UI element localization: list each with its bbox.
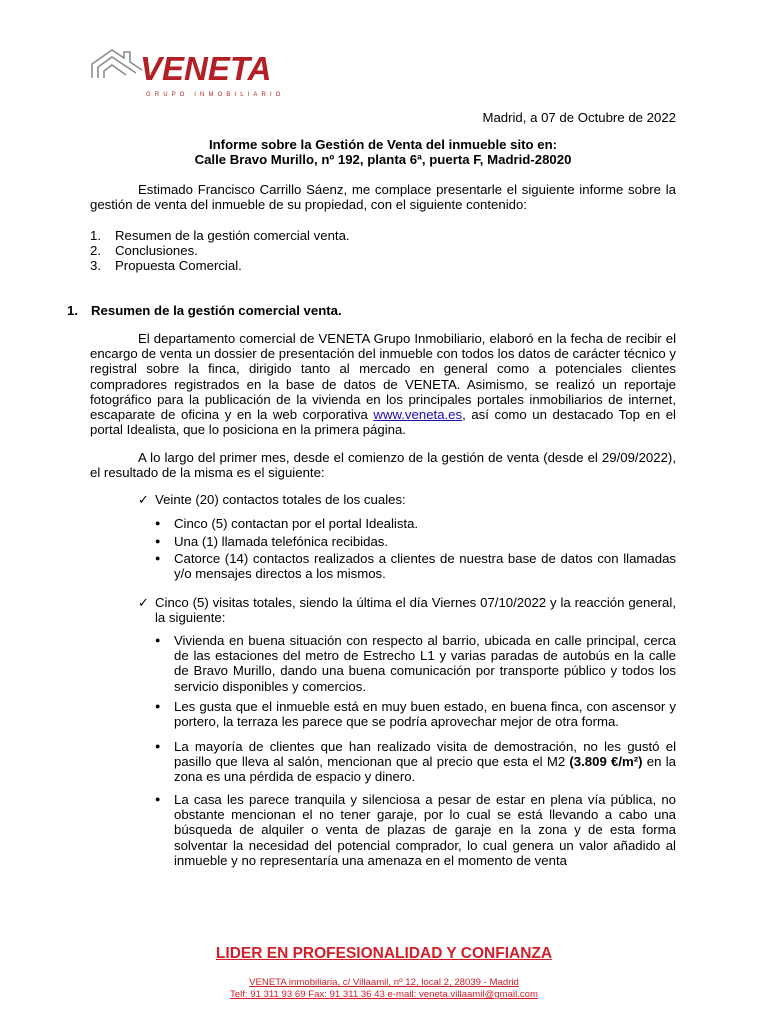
bullet-text: Cinco (5) contactan por el portal Idealista. [174,516,419,531]
veneta-website-link[interactable]: www.veneta.es [373,407,463,423]
check-item [138,595,676,625]
bullet-item [155,551,676,581]
bullet-text: Catorce (14) contactos realizados a clientes de nuestra base de datos con llamadas y/o mensajes directos a los mismos. [174,551,676,582]
footer-contact: Telf: 91 311 93 69 Fax: 91 311 36 43 e-mail: veneta.villaamil@gmail.com [229,989,538,1000]
bullet-item [155,739,676,785]
bullet-icon: ● [155,635,161,645]
contents-list [90,228,350,274]
list-number: 3. [90,258,101,274]
bullet-text: La casa les parece tranquila y silenciosa a pesar de estar en plena vía pública, no obstante mencionan el no tener garaje, por lo cual se está llevando a cabo una búsqueda de alquiler o venta de plazas de garaje en la zona y de esta forma solventar la necesidad del potencial comprador, lo cual genera un valor añadido al inmueble y no representaría una amenaza en el momento de venta [174,792,676,868]
paragraph-text: El departamento comercial de VENETA Grupo Inmobiliario, elaboró en la fecha de recibir el encargo de venta un dossier de presentación del inmueble con todos los datos de carácter técnico y registral sobre la finca, dirigido tanto al mercado en general como a potenciales clientes compradores registrados en la base de datos de VENETA. Asimismo, se realizó un reportaje fotográfico para la publicación de la vivienda en los principales portales inmobiliarios de internet, escaparate de oficina y en la web corporativa [90,331,676,423]
bullet-text: Vivienda en buena situación con respecto al barrio, ubicada en calle principal, cerca de las estaciones del metro de Estrecho L1 y varias paradas de autobús en la calle de Bravo Murillo, dando una buena comunicación por transporte público y todos los servicio disponibles y comercios. [174,633,676,694]
check-item-text: Veinte (20) contactos totales de los cuales: [155,492,406,507]
bullet-item [155,792,676,868]
bullet-text [174,739,676,785]
footer-slogan: LIDER EN PROFESIONALIDAD Y CONFIANZA [215,945,553,962]
list-text: Resumen de la gestión comercial venta. [115,228,350,243]
paragraph-text: , así como un destacado Top en el portal Idealista, que lo posiciona en la primera página. [90,407,676,438]
bullet-icon: ● [155,794,161,804]
document-date: Madrid, a 07 de Octubre de 2022 [482,110,676,125]
house-outline-icon [92,50,142,78]
bullet-item [155,699,676,729]
bullet-icon: ● [155,518,161,528]
logo-subtitle: GRUPO INMOBILIARIO [146,92,285,98]
section-heading-text: Resumen de la gestión comercial venta. [91,303,342,318]
bullet-text-part: La mayoría de clientes que han realizado visita de demostración, no les gustó el pasillo que lleva al salón, mencionan que al precio que esta el M2 [174,739,676,770]
list-text: Propuesta Comercial. [115,258,242,274]
checkmark-icon: ✓ [138,595,150,610]
bullet-icon: ● [155,741,161,751]
list-number: 1. [90,228,101,243]
section-number: 1. [67,303,78,318]
list-item [90,258,350,273]
section-paragraph-2: A lo largo del primer mes, desde el comienzo de la gestión de venta (desde el 29/09/2022), el resultado de la misma es el siguiente: [90,450,676,481]
bullet-item [155,534,676,549]
price-per-m2: (3.809 €/m²) [569,754,643,770]
bullet-icon: ● [155,553,161,563]
list-item [90,228,350,243]
check-item-text: Cinco (5) visitas totales, siendo la última el día Viernes 07/10/2022 y la reacción general, la siguiente: [155,595,676,626]
bullet-icon: ● [155,701,161,711]
checkmark-icon: ✓ [138,492,150,507]
list-item [90,243,350,258]
title-line-2: Calle Bravo Murillo, nº 192, planta 6ª, puerta F, Madrid-28020 [194,152,572,168]
report-title [90,137,676,167]
section-heading [67,303,342,318]
list-text: Conclusiones. [115,243,198,259]
bullet-item [155,633,676,694]
bullet-text: Una (1) llamada telefónica recibidas. [174,534,389,549]
logo-wordmark: VENETA [140,50,272,87]
bullet-icon: ● [155,536,161,546]
bullet-item [155,516,676,531]
section-paragraph-1 [90,331,676,437]
title-line-1: Informe sobre la Gestión de Venta del inmueble sito en: [208,137,558,152]
bullet-text: Les gusta que el inmueble está en muy buen estado, en buena finca, con ascensor y portero, la terraza les parece que se podría aprovechar mejor de otra forma. [174,699,676,730]
check-item [138,492,676,507]
list-number: 2. [90,243,101,259]
bullet-text-part: en la zona es una pérdida de espacio y dinero. [174,754,676,785]
footer-address: VENETA inmobiliaria, c/ Villaamil, nº 12, local 2, 28039 - Madrid [249,977,519,988]
intro-paragraph: Estimado Francisco Carrillo Sáenz, me complace presentarle el siguiente informe sobre la gestión de venta del inmueble de su propiedad, con el siguiente contenido: [90,182,676,213]
